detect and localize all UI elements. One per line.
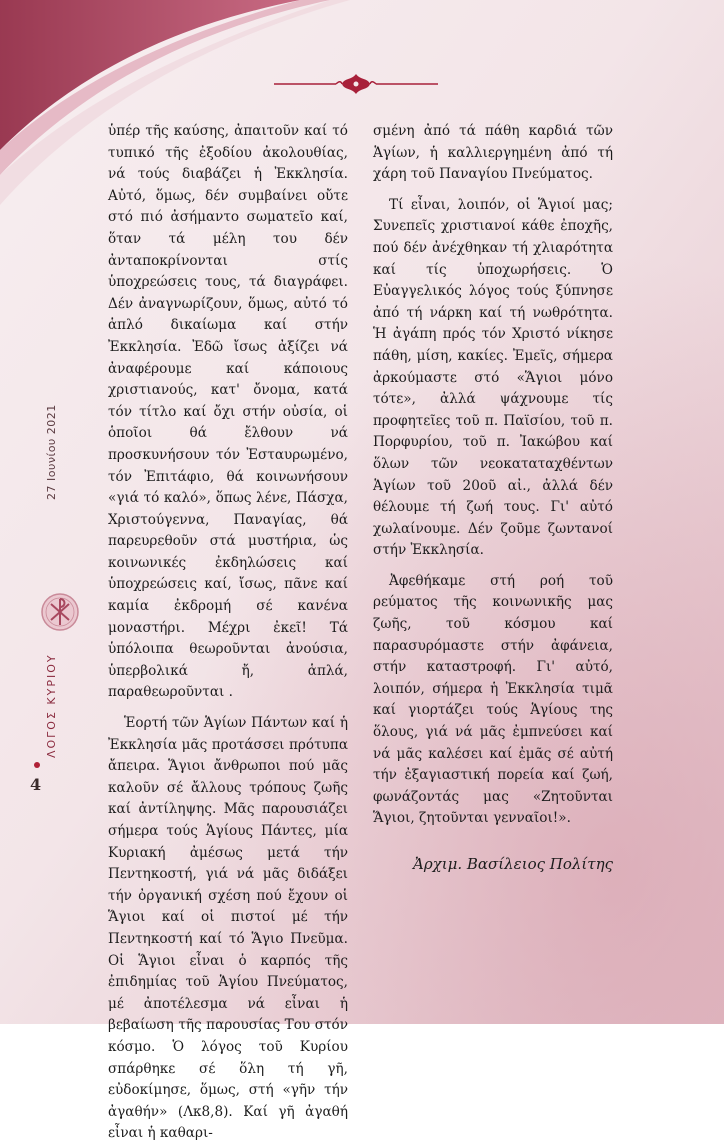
page-number: 4 [30,775,42,794]
author-signature: Ἀρχιμ. Βασίλειος Πολίτης [412,855,613,873]
side-bullet [34,762,40,768]
paragraph: Ἑορτή τῶν Ἁγίων Πάντων καί ἡ Ἐκκλησία μᾶς προτάσσει πρότυπα ἄπειρα. Ἅγιοι ἄνθρωποι πού μᾶς καλοῦν σέ ἄλλους τρόπους ζωῆς καί ἀντίληψης. Μᾶς παρουσιάζει σήμερα τούς Ἁγίους Πάντες, μία Κυριακή ἀμέσως μετά τήν Πεντηκοστή, γιά νά μᾶς διδάξει τήν ὀργανική σχέση πού ἔχουν οἱ Ἅγιοι καί οἱ πιστοί μέ τήν Πεντηκοστή καί τό Ἅγιο Πνεῦμα. Οἱ Ἅγιοι εἶναι ὁ καρπός τῆς ἐπιδημίας τοῦ Ἁγίου Πνεύματος, μέ ἀποτέλεσμα νά εἶναι ἡ βεβαίωση τῆς παρουσίας Του στόν κόσμο. Ὁ λόγος τοῦ Κυρίου σπάρθηκε σέ ὅλη τή γῆ, εὐδοκίμησε, ὅμως, στή «γῆν τήν ἀγαθήν» (Λκ8,8). Καί γῆ ἀγαθή εἶναι ἡ καθαρι- [108,715,348,1142]
article-right-column [373,121,613,876]
header-ornament [274,72,438,96]
article-left-column [108,121,348,1145]
paragraph: Ἀφεθήκαμε στή ροή τοῦ ρεύματος τῆς κοινωνικῆς μας ζωῆς, τοῦ κόσμου καί παρασυρόμαστε στήν ἀφάνεια, στήν καταστροφή. Γι' αὐτό, λοιπόν, σήμερα ἡ Ἐκκλησία τιμᾶ καί γιορτάζει τούς Ἁγίους της ὅλους, γιά νά μᾶς ἐμπνεύσει καί νά μᾶς καλέσει καί ἐμᾶς σέ αὐτή τήν ἐξαγιαστική πορεία καί ζωή, φωνάζοντάς μας «Ζητοῦνται Ἅγιοι, ζητοῦνται γενναῖοι!». [373,572,613,827]
paragraph: ὑπέρ τῆς καύσης, ἀπαιτοῦν καί τό τυπικό τῆς ἐξοδίου ἀκολουθίας, νά τούς διαβάζει ἡ Ἐκκλησία. Αὐτό, ὅμως, δέν συμβαίνει οὔτε στό πιό ἀσήμαντο σωματεῖο καί, ὅταν τά μέλη του δέν ἀνταποκρίνονται στίς ὑποχρεώσεις τους, τά διαγράφει. Δέν ἀναγνωρίζουν, ὅμως, αὐτό τό ἁπλό δικαίωμα καί στήν Ἐκκλησία. Ἐδῶ ἴσως ἀξίζει νά ἀναφέρουμε καί κάποιους χριστιανούς, κατ' ὄνομα, κατά τόν τίτλο καί ὄχι στήν οὐσία, οἱ ὁποῖοι θά ἔλθουν νά προσκυνήσουν τόν Ἐσταυρωμένο, τόν Ἐπιτάφιο, θά κοινωνήσουν «γιά τό καλό», ὅπως λένε, Πάσχα, Χριστούγεννα, Παναγίας, θά παρευρεθοῦν στά μυστήρια, ὡς κοινωνικές ἐκδηλώσεις καί ὑποχρεώσεις καί, ἴσως, πᾶνε καί καμία ἐκδρομή σέ κανένα μοναστήρι. Μέχρι ἐκεῖ! Τά ὑπόλοιπα θεωροῦνται ἀνούσια, ὑπερβολικά ἤ, ἁπλά, παραθεωροῦνται . [108,123,348,701]
paragraph: Τί εἶναι, λοιπόν, οἱ Ἅγιοί μας; Συνεπεῖς χριστιανοί κάθε ἐποχῆς, πού δέν ἀνέχθηκαν τή χλιαρότητα καί τίς ὑποχωρήσεις. Ὁ Εὐαγγελικός λόγος τούς ξύπνησε ἀπό τή νάρκη καί τή νωθρότητα. Ἡ ἀγάπη πρός τόν Χριστό νίκησε πάθη, μίση, κακίες. Ἐμεῖς, σήμερα ἀρκούμαστε στό «Ἅγιοι μόνο τότε», ἀλλά ψάχνουμε τίς προφητεῖες τοῦ π. Παϊσίου, τοῦ π. Πορφυρίου, τοῦ π. Ἰακώβου καί ὅλων τῶν νεοκαταταχθέντων Ἁγίων τοῦ 20οῦ αἰ., ἀλλά δέν θέλουμε τή ζωή τους. Γι' αὐτό χωλαίνουμε. Δέν ζοῦμε ζωντανοί στήν Ἐκκλησία. [373,196,613,559]
paragraph: σμένη ἀπό τά πάθη καρδιά τῶν Ἁγίων, ἡ καλλιεργημένη ἀπό τή χάρη τοῦ Παναγίου Πνεύματος. [373,123,613,183]
chi-rho-emblem-icon [40,592,80,632]
